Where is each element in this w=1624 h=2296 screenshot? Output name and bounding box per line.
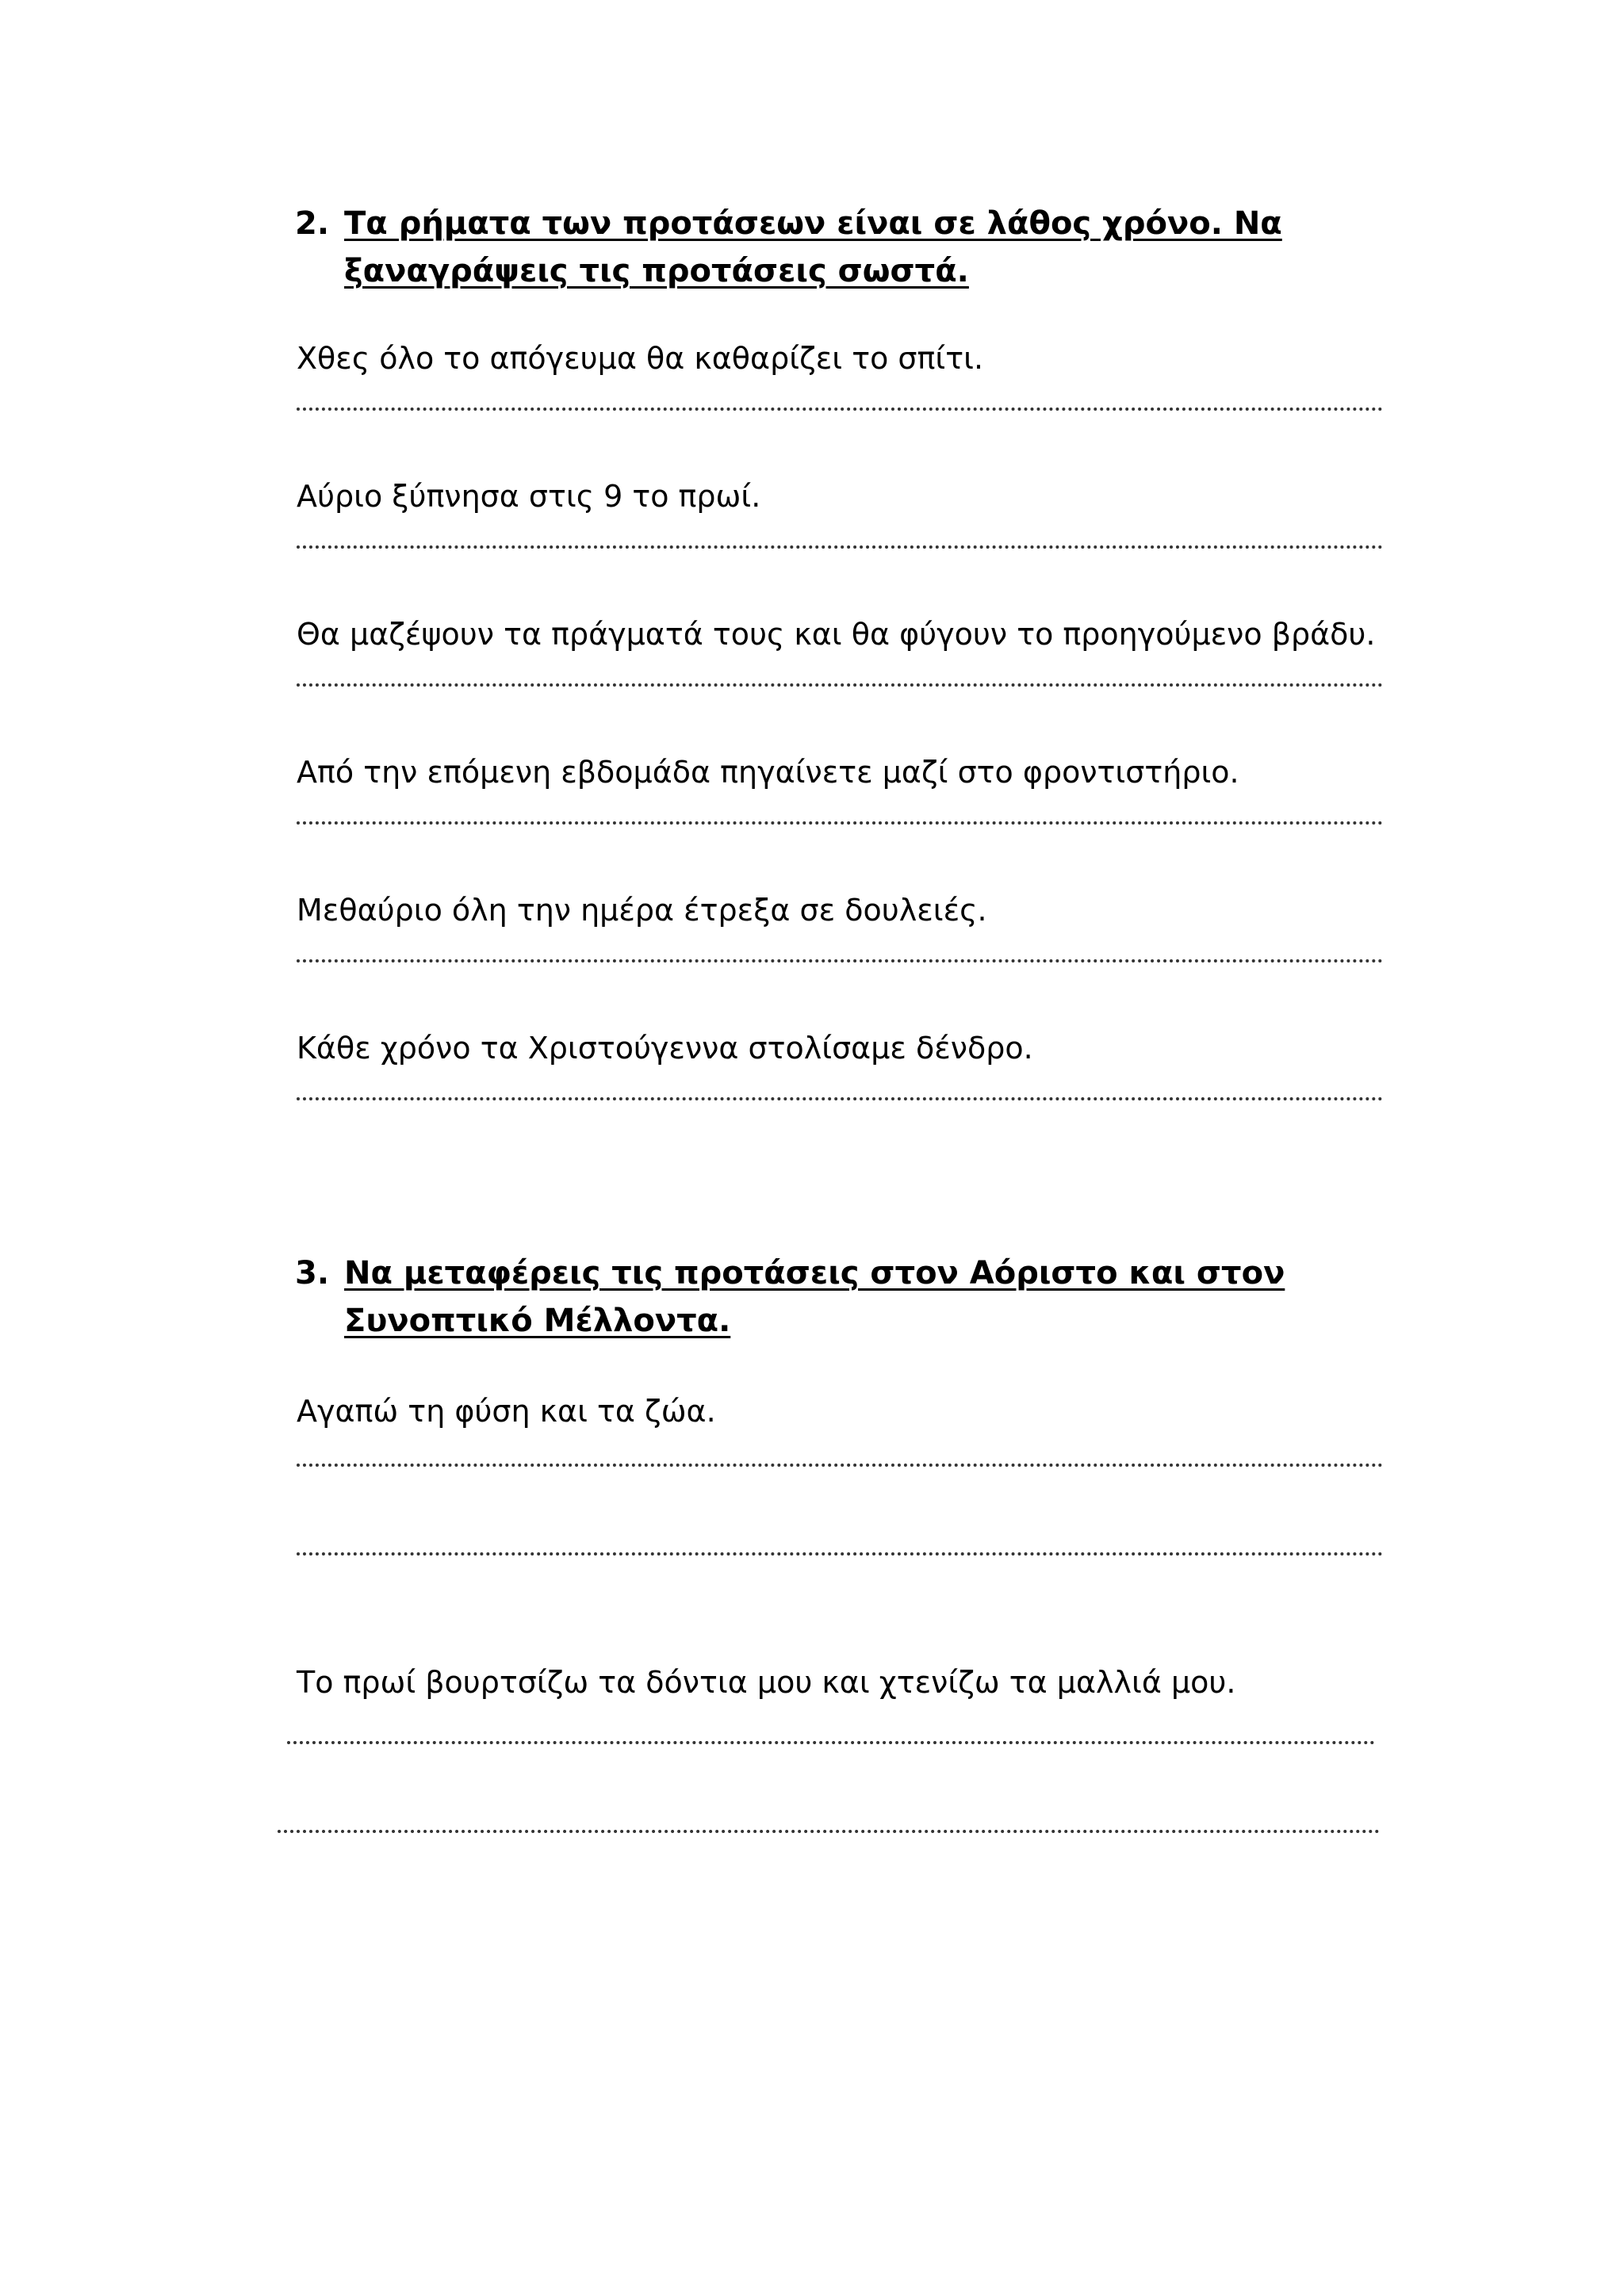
exercise-2-heading (295, 200, 1389, 295)
exercise-2-title: Τα ρήματα των προτάσεων είναι σε λάθος χρόνο. Να ξαναγράψεις τις προτάσεις σωστά. (344, 205, 1282, 289)
exercise-2-sentence-3: Θα μαζέψουν τα πράγματά τους και θα φύγουν το προηγούμενο βράδυ. (297, 617, 1376, 652)
exercise-3-heading (295, 1249, 1389, 1345)
exercise-2-number: 2. (295, 205, 330, 242)
answer-line-2-6[interactable] (297, 1097, 1383, 1100)
exercise-3-sentence-1: Αγαπώ τη φύση και τα ζώα. (297, 1394, 716, 1429)
exercise-2-sentence-2: Αύριο ξύπνησα στις 9 το πρωί. (297, 479, 761, 514)
exercise-2-sentence-4: Από την επόμενη εβδομάδα πηγαίνετε μαζί στο φροντιστήριο. (297, 755, 1239, 790)
answer-line-2-4[interactable] (297, 821, 1383, 825)
answer-line-2-2[interactable] (297, 545, 1383, 549)
answer-line-2-3[interactable] (297, 683, 1383, 687)
exercise-3-title: Να μεταφέρεις τις προτάσεις στον Αόριστο και στον Συνοπτικό Μέλλοντα. (344, 1255, 1285, 1339)
answer-line-3-2a[interactable] (287, 1741, 1375, 1744)
answer-line-2-5[interactable] (297, 959, 1383, 962)
answer-line-2-1[interactable] (297, 408, 1383, 411)
exercise-3-sentence-2: Το πρωί βουρτσίζω τα δόντια μου και χτενίζω τα μαλλιά μου. (297, 1665, 1236, 1700)
exercise-3-number: 3. (295, 1255, 330, 1292)
answer-line-3-1a[interactable] (297, 1464, 1383, 1467)
exercise-2-sentence-5: Μεθαύριο όλη την ημέρα έτρεξα σε δουλειές. (297, 893, 987, 928)
answer-line-3-2b[interactable] (278, 1830, 1380, 1833)
answer-line-3-1b[interactable] (297, 1552, 1383, 1556)
exercise-2-sentence-6: Κάθε χρόνο τα Χριστούγεννα στολίσαμε δένδρο. (297, 1031, 1033, 1066)
exercise-2-sentence-1: Χθες όλο το απόγευμα θα καθαρίζει το σπίτι. (297, 341, 984, 376)
